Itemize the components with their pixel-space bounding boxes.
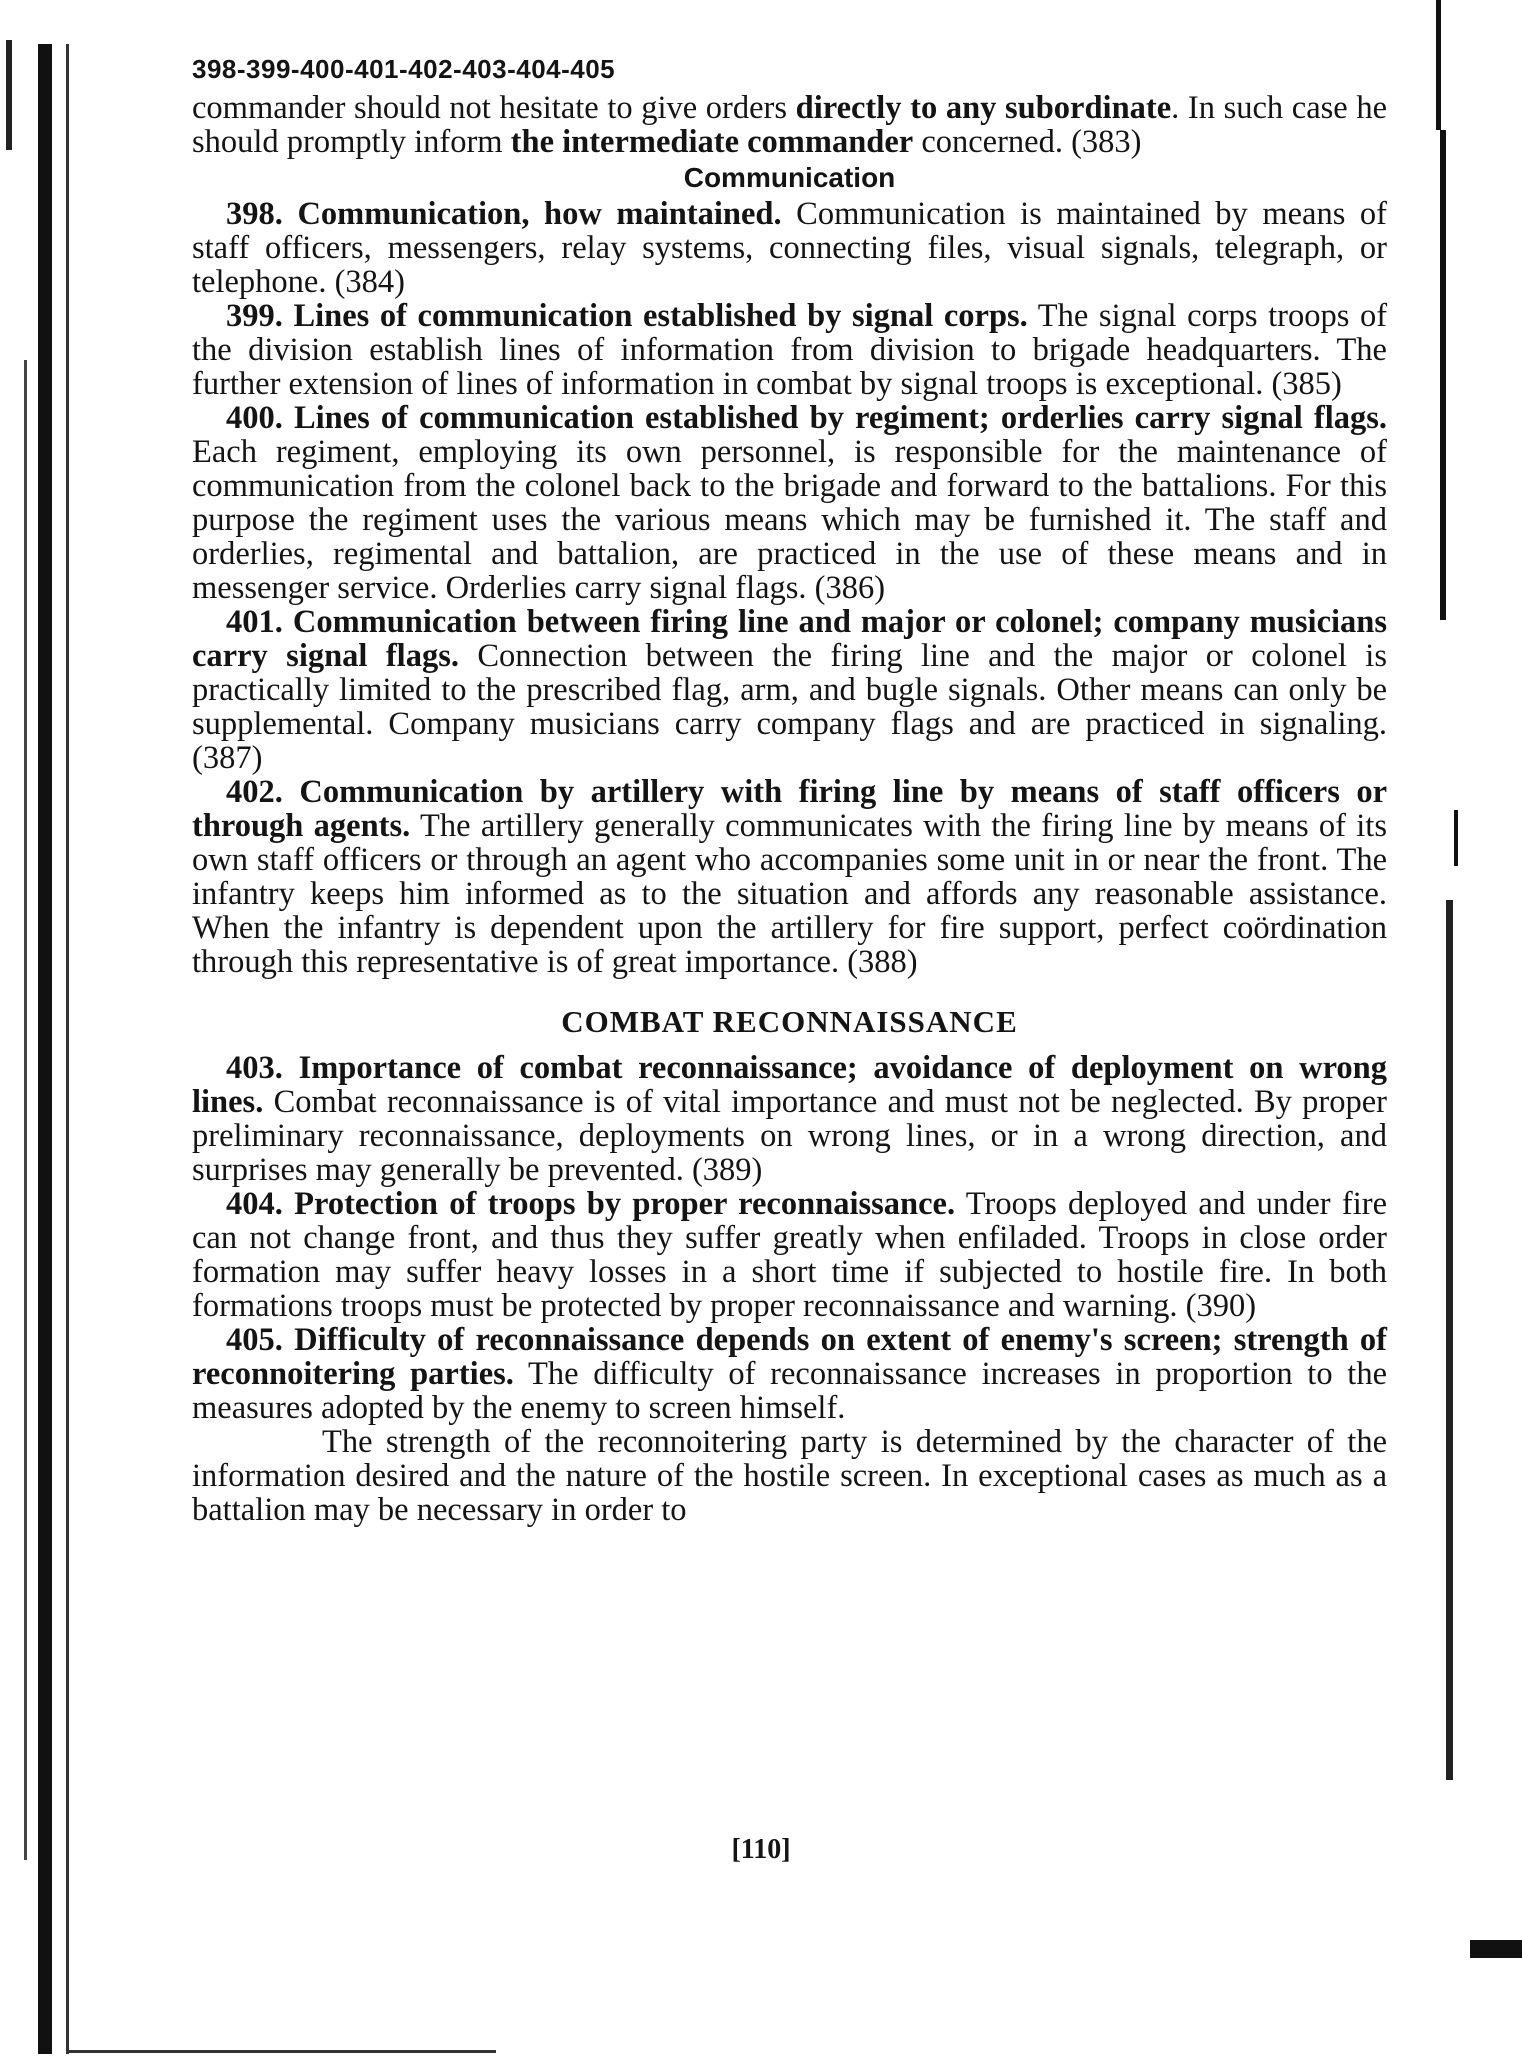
paragraph-404 [192,1187,1387,1323]
paragraph-405 [192,1323,1387,1425]
intro-emphasis: the intermediate commander [510,124,914,160]
scan-edge-mark [1446,900,1453,1780]
intro-emphasis: directly to any subordinate [795,90,1172,126]
page-content [192,54,1387,1527]
paragraph-heading: Protection of troops by proper reconnaissance. [294,1186,956,1222]
scan-edge-mark [24,360,27,1860]
scan-edge-mark [1470,1940,1522,1958]
paragraph-403 [192,1051,1387,1187]
paragraph-heading: Importance of combat reconnaissance; avoidance of deployment on wrong lines. [192,1050,1387,1120]
paragraph-heading: Communication, how maintained. [297,196,782,232]
scan-edge-mark [1440,130,1446,620]
intro-text: commander should not hesitate to give orders [192,90,796,126]
paragraph-number: 400. [226,400,283,436]
paragraph-401 [192,605,1387,775]
paragraph-heading: Communication by artillery with firing line by means of staff officers or through agents. [192,774,1388,844]
paragraph-heading: Difficulty of reconnaissance depends on extent of enemy's screen; strength of reconnoitering parties. [192,1322,1387,1392]
paragraph-body: The artillery generally communicates with the firing line by means of its own staff officers or through an agent who accompanies some unit in or near the front. The infantry keeps him informed as to the situation and affords any reasonable assistance. When the infantry is dependent upon the artillery for fire support, perfect coördination through this representative is of great importance. (388) [192,808,1387,980]
paragraph-heading: Lines of communication established by regiment; orderlies carry signal flags. [293,400,1388,436]
paragraph-400 [192,401,1387,605]
intro-text: concerned. (383) [913,124,1142,160]
paragraph-398 [192,197,1387,299]
scan-edge-mark [1436,0,1441,130]
paragraph-body: The difficulty of reconnaissance increases in proportion to the measures adopted by the enemy to screen himself. [192,1356,1387,1426]
running-header: 398-399-400-401-402-403-404-405 [192,54,616,84]
scan-edge-mark [1454,810,1458,866]
scan-bottom-rule [66,2050,496,2053]
scan-edge-mark [66,44,69,2054]
paragraph-402 [192,775,1387,979]
chapter-title: COMBAT RECONNAISSANCE [561,1004,1018,1039]
page-binding-edge [38,44,52,2054]
section-title: Communication [683,162,896,193]
paragraph-body: Communication is maintained by means of staff officers, messengers, relay systems, connecting files, visual signals, telegraph, or telephone. (384) [192,196,1387,300]
paragraph-continuation: The strength of the reconnoitering party is determined by the character of the information desired and the nature of the hostile screen. In exceptional cases as much as a battalion may be necessary in order to [192,1424,1387,1528]
paragraph-body: Each regiment, employing its own personnel, is responsible for the maintenance of communication from the colonel back to the brigade and forward to the battalions. For this purpose the regiment uses the various means which may be furnished it. The staff and orderlies, regimental and battalion, are practiced in the use of these means and in messenger service. Orderlies carry signal flags. (386) [192,434,1387,606]
paragraph-body: Combat reconnaissance is of vital importance and must not be neglected. By proper preliminary reconnaissance, deployments on wrong lines, or in a wrong direction, and surprises may generally be prevented. (389) [192,1084,1387,1188]
intro-paragraph [192,91,1387,159]
paragraph-number: 402. [226,774,283,810]
paragraph-heading: Communication between firing line and major or colonel; company musicians carry signal flags. [192,604,1387,674]
paragraph-number: 398. [226,196,283,232]
paragraph-body: Connection between the firing line and the major or colonel is practically limited to the prescribed flag, arm, and bugle signals. Other means can only be supplemental. Company musicians carry company flags and are practiced in signaling. (387) [192,638,1387,776]
paragraph-heading: Lines of communication established by signal corps. [293,298,1028,334]
paragraph-number: 405. [226,1322,283,1358]
paragraph-number: 404. [226,1186,283,1222]
paragraph-number: 401. [226,604,283,640]
paragraph-399 [192,299,1387,401]
intro-text: . In such case he should promptly inform [192,90,1387,160]
paragraph-body: The signal corps troops of the division establish lines of information from division to brigade headquarters. The further extension of lines of information in combat by signal troops is exceptional. (385) [192,298,1388,402]
paragraph-body: Troops deployed and under fire can not change front, and thus they suffer greatly when enfiladed. Troops in close order formation may suffer heavy losses in a short time if subjected to hostile fire. In both formations troops must be protected by proper reconnaissance and warning. (390) [192,1186,1387,1324]
paragraph-number: 399. [226,298,283,334]
paragraph-number: 403. [226,1050,283,1086]
scan-edge-mark [6,40,12,150]
page-number: [110] [731,1834,791,1865]
